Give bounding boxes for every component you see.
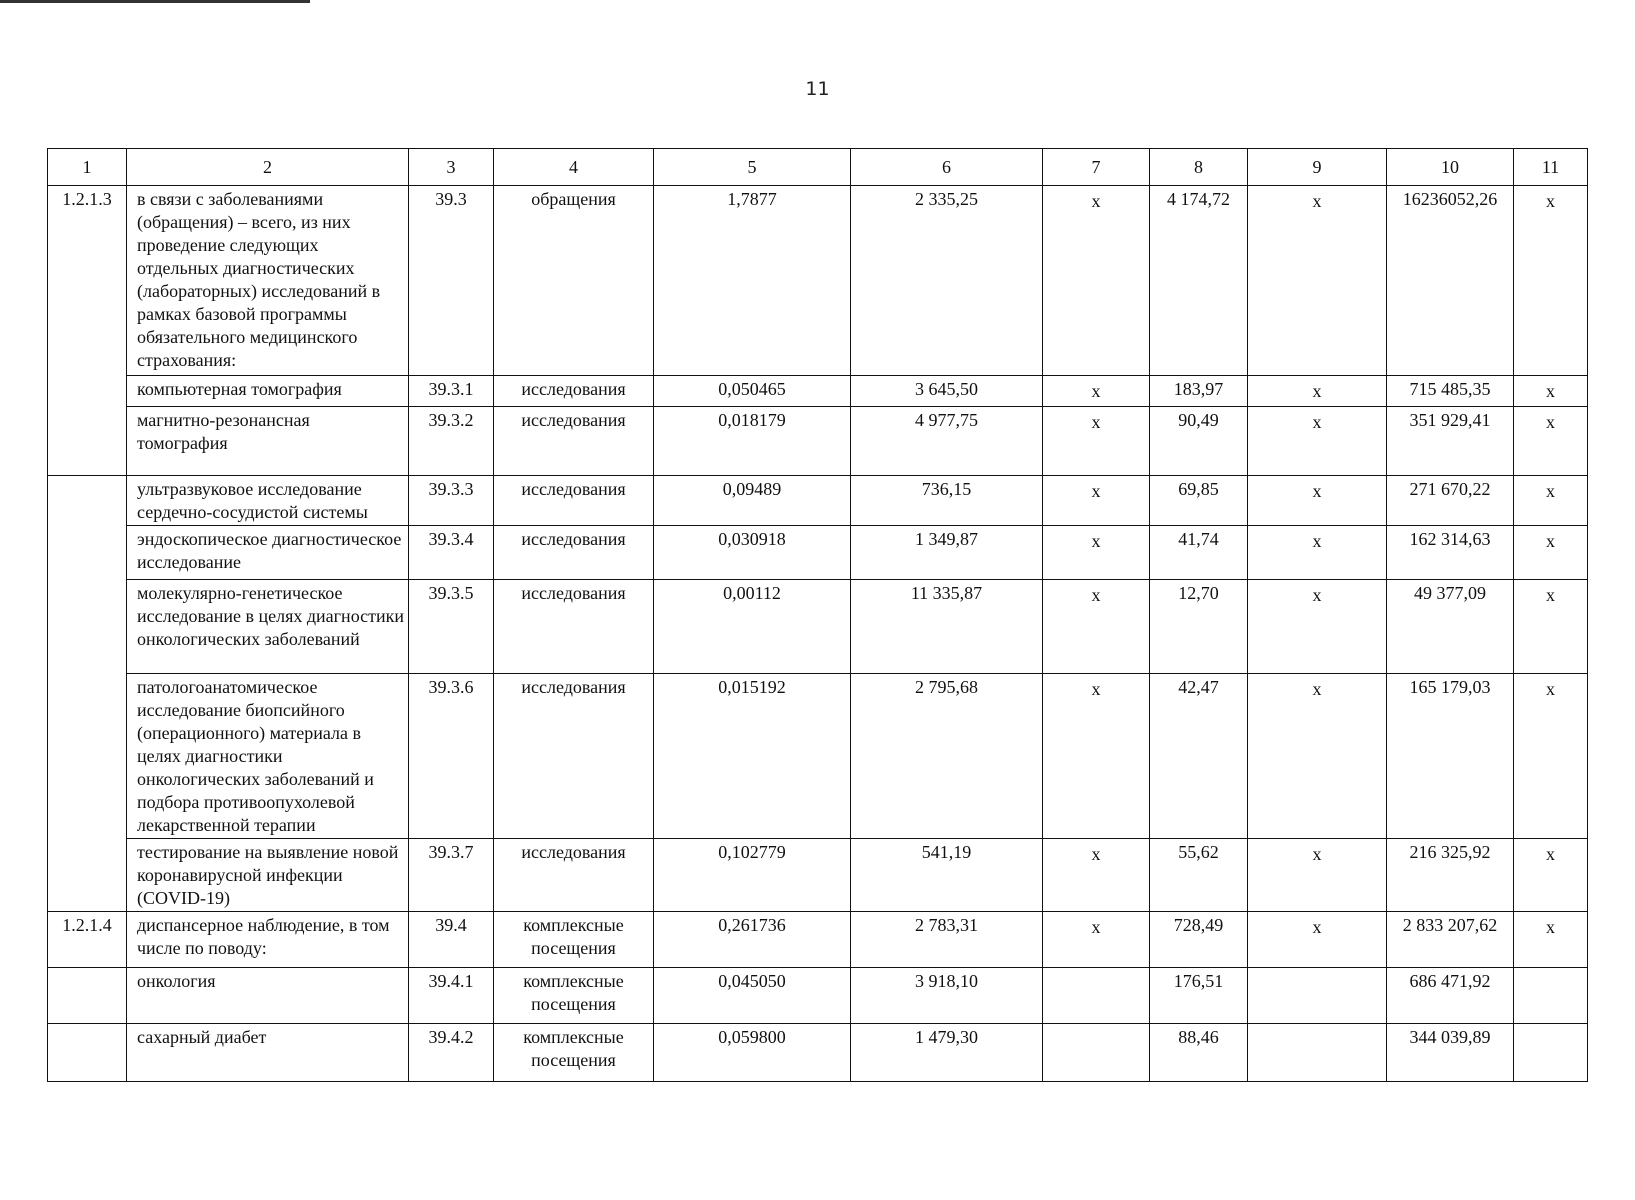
- row-value-11: х: [1514, 407, 1588, 476]
- row-value-8: 42,47: [1150, 674, 1248, 839]
- row-value-11: х: [1514, 186, 1588, 376]
- table-row: [48, 526, 1588, 580]
- table-row: [48, 912, 1588, 968]
- column-header: 7: [1043, 149, 1150, 186]
- column-header: 1: [48, 149, 127, 186]
- column-header: 5: [654, 149, 851, 186]
- row-name: онкология: [127, 968, 409, 1024]
- row-code: [48, 376, 127, 407]
- row-value-6: 11 335,87: [851, 580, 1043, 674]
- row-unit: исследования: [494, 407, 654, 476]
- column-header: 6: [851, 149, 1043, 186]
- row-value-7: х: [1043, 376, 1150, 407]
- row-value-11: [1514, 968, 1588, 1024]
- column-header: 9: [1248, 149, 1387, 186]
- row-value-9: х: [1248, 186, 1387, 376]
- column-header: 8: [1150, 149, 1248, 186]
- row-value-5: 1,7877: [654, 186, 851, 376]
- row-value-7: х: [1043, 674, 1150, 839]
- row-code: [48, 674, 127, 839]
- column-header: 4: [494, 149, 654, 186]
- row-value-6: 1 479,30: [851, 1024, 1043, 1082]
- table-row: [48, 1024, 1588, 1082]
- row-value-10: 686 471,92: [1387, 968, 1514, 1024]
- row-unit: исследования: [494, 476, 654, 526]
- page-number: 11: [805, 78, 830, 100]
- row-value-8: 69,85: [1150, 476, 1248, 526]
- row-line-number: 39.3.7: [409, 839, 494, 912]
- row-value-5: 0,00112: [654, 580, 851, 674]
- row-code: 1.2.1.3: [48, 186, 127, 376]
- row-value-5: 0,015192: [654, 674, 851, 839]
- row-line-number: 39.3.6: [409, 674, 494, 839]
- row-code: [48, 968, 127, 1024]
- row-unit: обращения: [494, 186, 654, 376]
- row-value-8: 41,74: [1150, 526, 1248, 580]
- row-value-8: 12,70: [1150, 580, 1248, 674]
- row-value-7: х: [1043, 912, 1150, 968]
- row-name: тестирование на выявление новой коронавирусной инфекции (COVID-19): [127, 839, 409, 912]
- table-row: [48, 186, 1588, 376]
- row-value-5: 0,261736: [654, 912, 851, 968]
- row-value-7: х: [1043, 476, 1150, 526]
- table-row: [48, 476, 1588, 526]
- row-value-5: 0,045050: [654, 968, 851, 1024]
- column-header: 2: [127, 149, 409, 186]
- row-line-number: 39.3.5: [409, 580, 494, 674]
- row-line-number: 39.4.2: [409, 1024, 494, 1082]
- row-value-7: х: [1043, 407, 1150, 476]
- row-line-number: 39.4.1: [409, 968, 494, 1024]
- row-unit: исследования: [494, 376, 654, 407]
- row-value-9: х: [1248, 526, 1387, 580]
- row-value-6: 3 918,10: [851, 968, 1043, 1024]
- table-row: [48, 407, 1588, 476]
- row-value-10: 49 377,09: [1387, 580, 1514, 674]
- column-header: 10: [1387, 149, 1514, 186]
- column-number-row: [48, 149, 1588, 186]
- row-value-6: 541,19: [851, 839, 1043, 912]
- row-value-10: 715 485,35: [1387, 376, 1514, 407]
- row-value-11: х: [1514, 526, 1588, 580]
- row-unit: комплексные посещения: [494, 1024, 654, 1082]
- row-value-10: 351 929,41: [1387, 407, 1514, 476]
- row-value-7: х: [1043, 839, 1150, 912]
- row-code: [48, 526, 127, 580]
- row-code: 1.2.1.4: [48, 912, 127, 968]
- row-value-6: 736,15: [851, 476, 1043, 526]
- row-name: ультразвуковое исследование сердечно-сосудистой системы: [127, 476, 409, 526]
- row-name: диспансерное наблюдение, в том числе по поводу:: [127, 912, 409, 968]
- row-value-5: 0,030918: [654, 526, 851, 580]
- row-value-5: 0,018179: [654, 407, 851, 476]
- row-line-number: 39.3: [409, 186, 494, 376]
- row-value-11: х: [1514, 376, 1588, 407]
- row-code: [48, 580, 127, 674]
- row-value-6: 2 335,25: [851, 186, 1043, 376]
- row-value-7: [1043, 968, 1150, 1024]
- row-unit: комплексные посещения: [494, 912, 654, 968]
- row-unit: комплексные посещения: [494, 968, 654, 1024]
- row-value-9: [1248, 1024, 1387, 1082]
- row-value-11: х: [1514, 674, 1588, 839]
- row-value-9: х: [1248, 912, 1387, 968]
- row-value-7: [1043, 1024, 1150, 1082]
- row-code: [48, 407, 127, 476]
- row-value-10: 344 039,89: [1387, 1024, 1514, 1082]
- row-value-9: х: [1248, 839, 1387, 912]
- row-code: [48, 1024, 127, 1082]
- row-value-9: [1248, 968, 1387, 1024]
- row-value-6: 1 349,87: [851, 526, 1043, 580]
- row-name: магнитно-резонансная томография: [127, 407, 409, 476]
- row-name: в связи с заболеваниями (обращения) – всего, из них проведение следующих отдельных диагностических (лабораторных) исследований в рамках базовой программы обязательного медицинского страхования:: [127, 186, 409, 376]
- row-line-number: 39.3.3: [409, 476, 494, 526]
- row-value-8: 728,49: [1150, 912, 1248, 968]
- row-unit: исследования: [494, 839, 654, 912]
- table-row: [48, 580, 1588, 674]
- row-unit: исследования: [494, 674, 654, 839]
- row-value-10: 271 670,22: [1387, 476, 1514, 526]
- table-row: [48, 968, 1588, 1024]
- row-value-7: х: [1043, 580, 1150, 674]
- row-name: компьютерная томография: [127, 376, 409, 407]
- row-value-10: 16236052,26: [1387, 186, 1514, 376]
- column-header: 3: [409, 149, 494, 186]
- row-value-11: х: [1514, 912, 1588, 968]
- row-value-10: 2 833 207,62: [1387, 912, 1514, 968]
- row-unit: исследования: [494, 526, 654, 580]
- row-name: сахарный диабет: [127, 1024, 409, 1082]
- row-value-8: 55,62: [1150, 839, 1248, 912]
- row-value-8: 88,46: [1150, 1024, 1248, 1082]
- row-value-9: х: [1248, 674, 1387, 839]
- row-value-5: 0,09489: [654, 476, 851, 526]
- row-line-number: 39.3.2: [409, 407, 494, 476]
- row-value-5: 0,050465: [654, 376, 851, 407]
- table-row: [48, 674, 1588, 839]
- row-value-9: х: [1248, 476, 1387, 526]
- row-value-7: х: [1043, 186, 1150, 376]
- row-name: эндоскопическое диагностическое исследование: [127, 526, 409, 580]
- tariff-table: [47, 148, 1588, 1082]
- row-code: [48, 476, 127, 526]
- row-value-11: х: [1514, 476, 1588, 526]
- row-value-10: 165 179,03: [1387, 674, 1514, 839]
- row-name: патологоанатомическое исследование биопсийного (операционного) материала в целях диагностики онкологических заболеваний и подбора противоопухолевой лекарственной терапии: [127, 674, 409, 839]
- top-edge-rule: [0, 0, 310, 3]
- row-value-6: 2 795,68: [851, 674, 1043, 839]
- row-value-5: 0,059800: [654, 1024, 851, 1082]
- row-value-11: х: [1514, 839, 1588, 912]
- row-value-6: 2 783,31: [851, 912, 1043, 968]
- row-value-10: 162 314,63: [1387, 526, 1514, 580]
- row-value-9: х: [1248, 407, 1387, 476]
- row-line-number: 39.3.1: [409, 376, 494, 407]
- row-value-9: х: [1248, 580, 1387, 674]
- row-value-6: 3 645,50: [851, 376, 1043, 407]
- row-value-8: 183,97: [1150, 376, 1248, 407]
- row-value-8: 176,51: [1150, 968, 1248, 1024]
- row-value-11: [1514, 1024, 1588, 1082]
- row-value-8: 90,49: [1150, 407, 1248, 476]
- row-value-10: 216 325,92: [1387, 839, 1514, 912]
- row-code: [48, 839, 127, 912]
- row-value-5: 0,102779: [654, 839, 851, 912]
- table-row: [48, 376, 1588, 407]
- row-value-9: х: [1248, 376, 1387, 407]
- row-unit: исследования: [494, 580, 654, 674]
- row-value-7: х: [1043, 526, 1150, 580]
- table-row: [48, 839, 1588, 912]
- row-name: молекулярно-генетическое исследование в целях диагностики онкологических заболеваний: [127, 580, 409, 674]
- column-header: 11: [1514, 149, 1588, 186]
- row-value-6: 4 977,75: [851, 407, 1043, 476]
- row-value-8: 4 174,72: [1150, 186, 1248, 376]
- row-line-number: 39.3.4: [409, 526, 494, 580]
- row-value-11: х: [1514, 580, 1588, 674]
- row-line-number: 39.4: [409, 912, 494, 968]
